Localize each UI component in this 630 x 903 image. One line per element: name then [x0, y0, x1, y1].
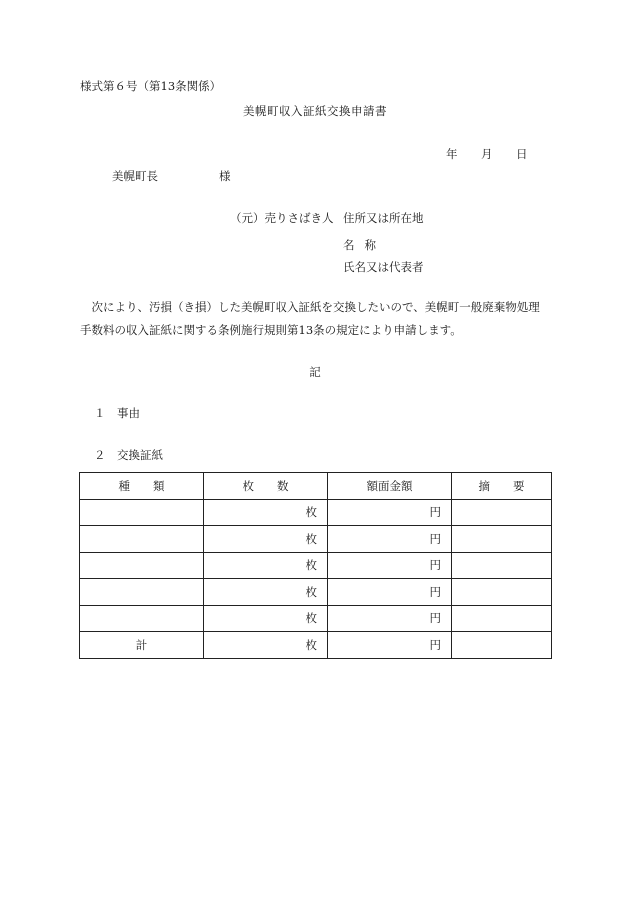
header-amount: 額面金額 — [328, 473, 452, 500]
form-number: 様式第６号（第13条関係） — [80, 79, 222, 93]
kind-cell[interactable] — [80, 605, 204, 632]
table-row — [80, 499, 552, 526]
body-text-line-2: 手数料の収入証紙に関する条例施行規則第13条の規定により申請します。 — [80, 323, 462, 337]
representative-label: 氏名又は代表者 — [343, 260, 424, 274]
item-reason: １ 事由 — [94, 406, 140, 420]
count-cell[interactable]: 枚 — [204, 499, 328, 526]
table-header-row — [80, 473, 552, 500]
table-row — [80, 605, 552, 632]
total-label: 計 — [80, 632, 204, 659]
remarks-cell[interactable] — [452, 605, 552, 632]
kind-cell[interactable] — [80, 552, 204, 579]
exchange-stamp-table — [79, 472, 552, 659]
ki-heading: 記 — [309, 365, 321, 379]
name-label: 名称 — [343, 238, 386, 252]
header-count: 枚 数 — [204, 473, 328, 500]
table-row — [80, 552, 552, 579]
seller-label: （元）売りさばき人 — [230, 211, 334, 225]
addressee-honorific: 様 — [219, 169, 231, 183]
table-total-row — [80, 632, 552, 659]
count-cell[interactable]: 枚 — [204, 526, 328, 553]
count-cell[interactable]: 枚 — [204, 552, 328, 579]
remarks-cell[interactable] — [452, 526, 552, 553]
item-exchange-stamps: ２ 交換証紙 — [94, 448, 163, 462]
amount-cell[interactable]: 円 — [328, 499, 452, 526]
header-kind: 種 類 — [80, 473, 204, 500]
count-cell[interactable]: 枚 — [204, 579, 328, 606]
body-text-line-1: 次により、汚損（き損）した美幌町収入証紙を交換したいので、美幌町一般廃棄物処理 — [80, 300, 540, 314]
table-row — [80, 526, 552, 553]
kind-cell[interactable] — [80, 579, 204, 606]
total-remarks-cell[interactable] — [452, 632, 552, 659]
kind-cell[interactable] — [80, 499, 204, 526]
header-remarks: 摘 要 — [452, 473, 552, 500]
total-amount-cell[interactable]: 円 — [328, 632, 452, 659]
date-month-label: 月 — [481, 147, 493, 161]
remarks-cell[interactable] — [452, 552, 552, 579]
amount-cell[interactable]: 円 — [328, 605, 452, 632]
address-label: 住所又は所在地 — [343, 211, 424, 225]
total-count-cell[interactable]: 枚 — [204, 632, 328, 659]
addressee-name: 美幌町長 — [112, 169, 158, 183]
kind-cell[interactable] — [80, 526, 204, 553]
remarks-cell[interactable] — [452, 579, 552, 606]
count-cell[interactable]: 枚 — [204, 605, 328, 632]
amount-cell[interactable]: 円 — [328, 579, 452, 606]
date-day-label: 日 — [516, 147, 528, 161]
amount-cell[interactable]: 円 — [328, 552, 452, 579]
document-title: 美幌町収入証紙交換申請書 — [243, 104, 387, 118]
amount-cell[interactable]: 円 — [328, 526, 452, 553]
date-year-label: 年 — [446, 147, 458, 161]
table-row — [80, 579, 552, 606]
remarks-cell[interactable] — [452, 499, 552, 526]
